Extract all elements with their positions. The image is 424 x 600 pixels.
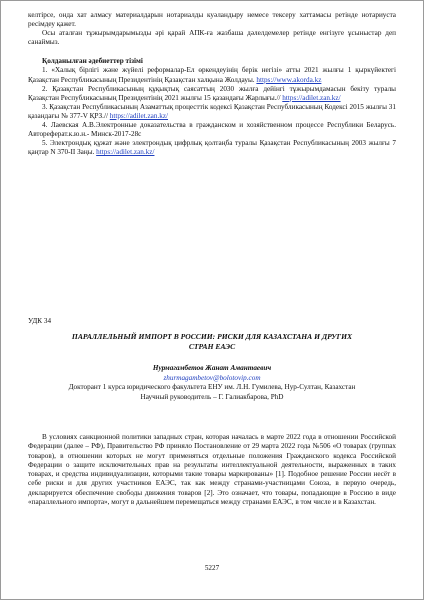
- reference-link[interactable]: https://adilet.zan.kz/: [109, 111, 169, 120]
- top-paragraph-2: Осы аталған тұжырымдарымызды әрі қарай АПК-ға жазбаша дәлелдемелер ретінде енгізуге ұсыныстар деп санаймыз.: [28, 29, 396, 47]
- reference-item: 1. «Халық бірлігі және жүйелі реформалар-Ел өркендеуінің берік негізі» атты 2021 жылғы 1 қыркүйектегі Қазақстан Республикасының Президентінің Қазақстан халқына Жолдауы. https://www.akorda.kz: [28, 66, 396, 84]
- top-section: [28, 11, 396, 157]
- page-number: 5227: [204, 564, 220, 572]
- top-paragraph-1: келтірсе, онда хат алмасу материалдарын нотариалды куәландыру немесе тексеру хаттамасы ретінде нотариуста ресімдеу қажет.: [28, 11, 396, 29]
- supervisor: Научный руководитель – Г. Галиакбарова, PhD: [140, 392, 284, 401]
- author-affiliation: Докторант 1 курса юридического факультета ЕНУ им. Л.Н. Гумилева, Нур-Султан, Казахстан: [68, 383, 356, 392]
- reference-link[interactable]: https://www.akorda.kz: [256, 75, 322, 84]
- references-title: Қолданылған әдебиеттер тізімі: [42, 57, 143, 66]
- reference-item: 5. Электрондық құжат және электрондық цифрлық қолтаңба туралы Қазақстан Республикасының 2003 жылғы 7 қаңтар N 370-II Заңы. https://adilet.zan.kz/: [28, 139, 396, 157]
- reference-item: 3. Қазақстан Республикасының Азаматтық процесттік кодексі Қазақстан Республикасының Кодексі 2015 жылғы 31 қазандағы № 377-V ҚРЗ.// https://adilet.zan.kz/: [28, 102, 396, 120]
- reference-link[interactable]: https://adilet.zan.kz/: [96, 148, 155, 157]
- author-email-link[interactable]: zhurmagambetov@bolotovip.com: [163, 373, 261, 382]
- author-name: Нурмагамбетов Жанат Амантаевич: [152, 364, 272, 372]
- body-paragraph: В условиях санкционной политики западных стран, которая началась в марте 2022 года в отношении Российской Федерации (далее – РФ), Правительство РФ приняло Постановление от 29 марта 2022 года №506 «О товарах (группах товаров), в отношении которых не могут применяться отдельные положения Гражданского кодекса Российской Федерации о защите исключительных прав на результаты интеллектуальной деятельности, выраженных в таких товарах, и средства индивидуализации, которыми такие товары маркированы» [1]. Подобное решение России несёт в себе риски и для других участников ЕАЭС, так как между странами-участницами Союза, в первую очередь, декларируется обеспечение свободы движения товаров [2]. Это означает, что товары, попадающие в Россию в виде «параллельного импорта», могут в дальнейшем перемещаться между странами ЕАЭС, в том числе и в Казахстан.: [28, 433, 396, 507]
- reference-link[interactable]: https://adilet.zan.kz/: [282, 93, 341, 102]
- author-block: [61, 364, 363, 402]
- reference-item: 2. Қазақстан Республикасының құқықтық саясаттың 2030 жылға дейінгі тұжырымдамасын бекіту туралы Қазақстан Республикасының Президентінің 2021 жылғы 15 қазандағы Жарлығы.// https://adilet.zan.kz/: [28, 84, 396, 102]
- body-section: [28, 433, 396, 507]
- article-title: ПАРАЛЛЕЛЬНЫЙ ИМПОРТ В РОССИИ: РИСКИ ДЛЯ КАЗАХСТАНА И ДРУГИХ СТРАН ЕАЭС: [71, 332, 353, 351]
- reference-item: 4. Лаевская А.В.Электронные доказательства в гражданском и хозяйственном процессе Республики Беларусь. Автореферат.к.ю.н.- Минск-2017-28с: [28, 121, 396, 139]
- udk-code: УДК 34: [28, 317, 52, 325]
